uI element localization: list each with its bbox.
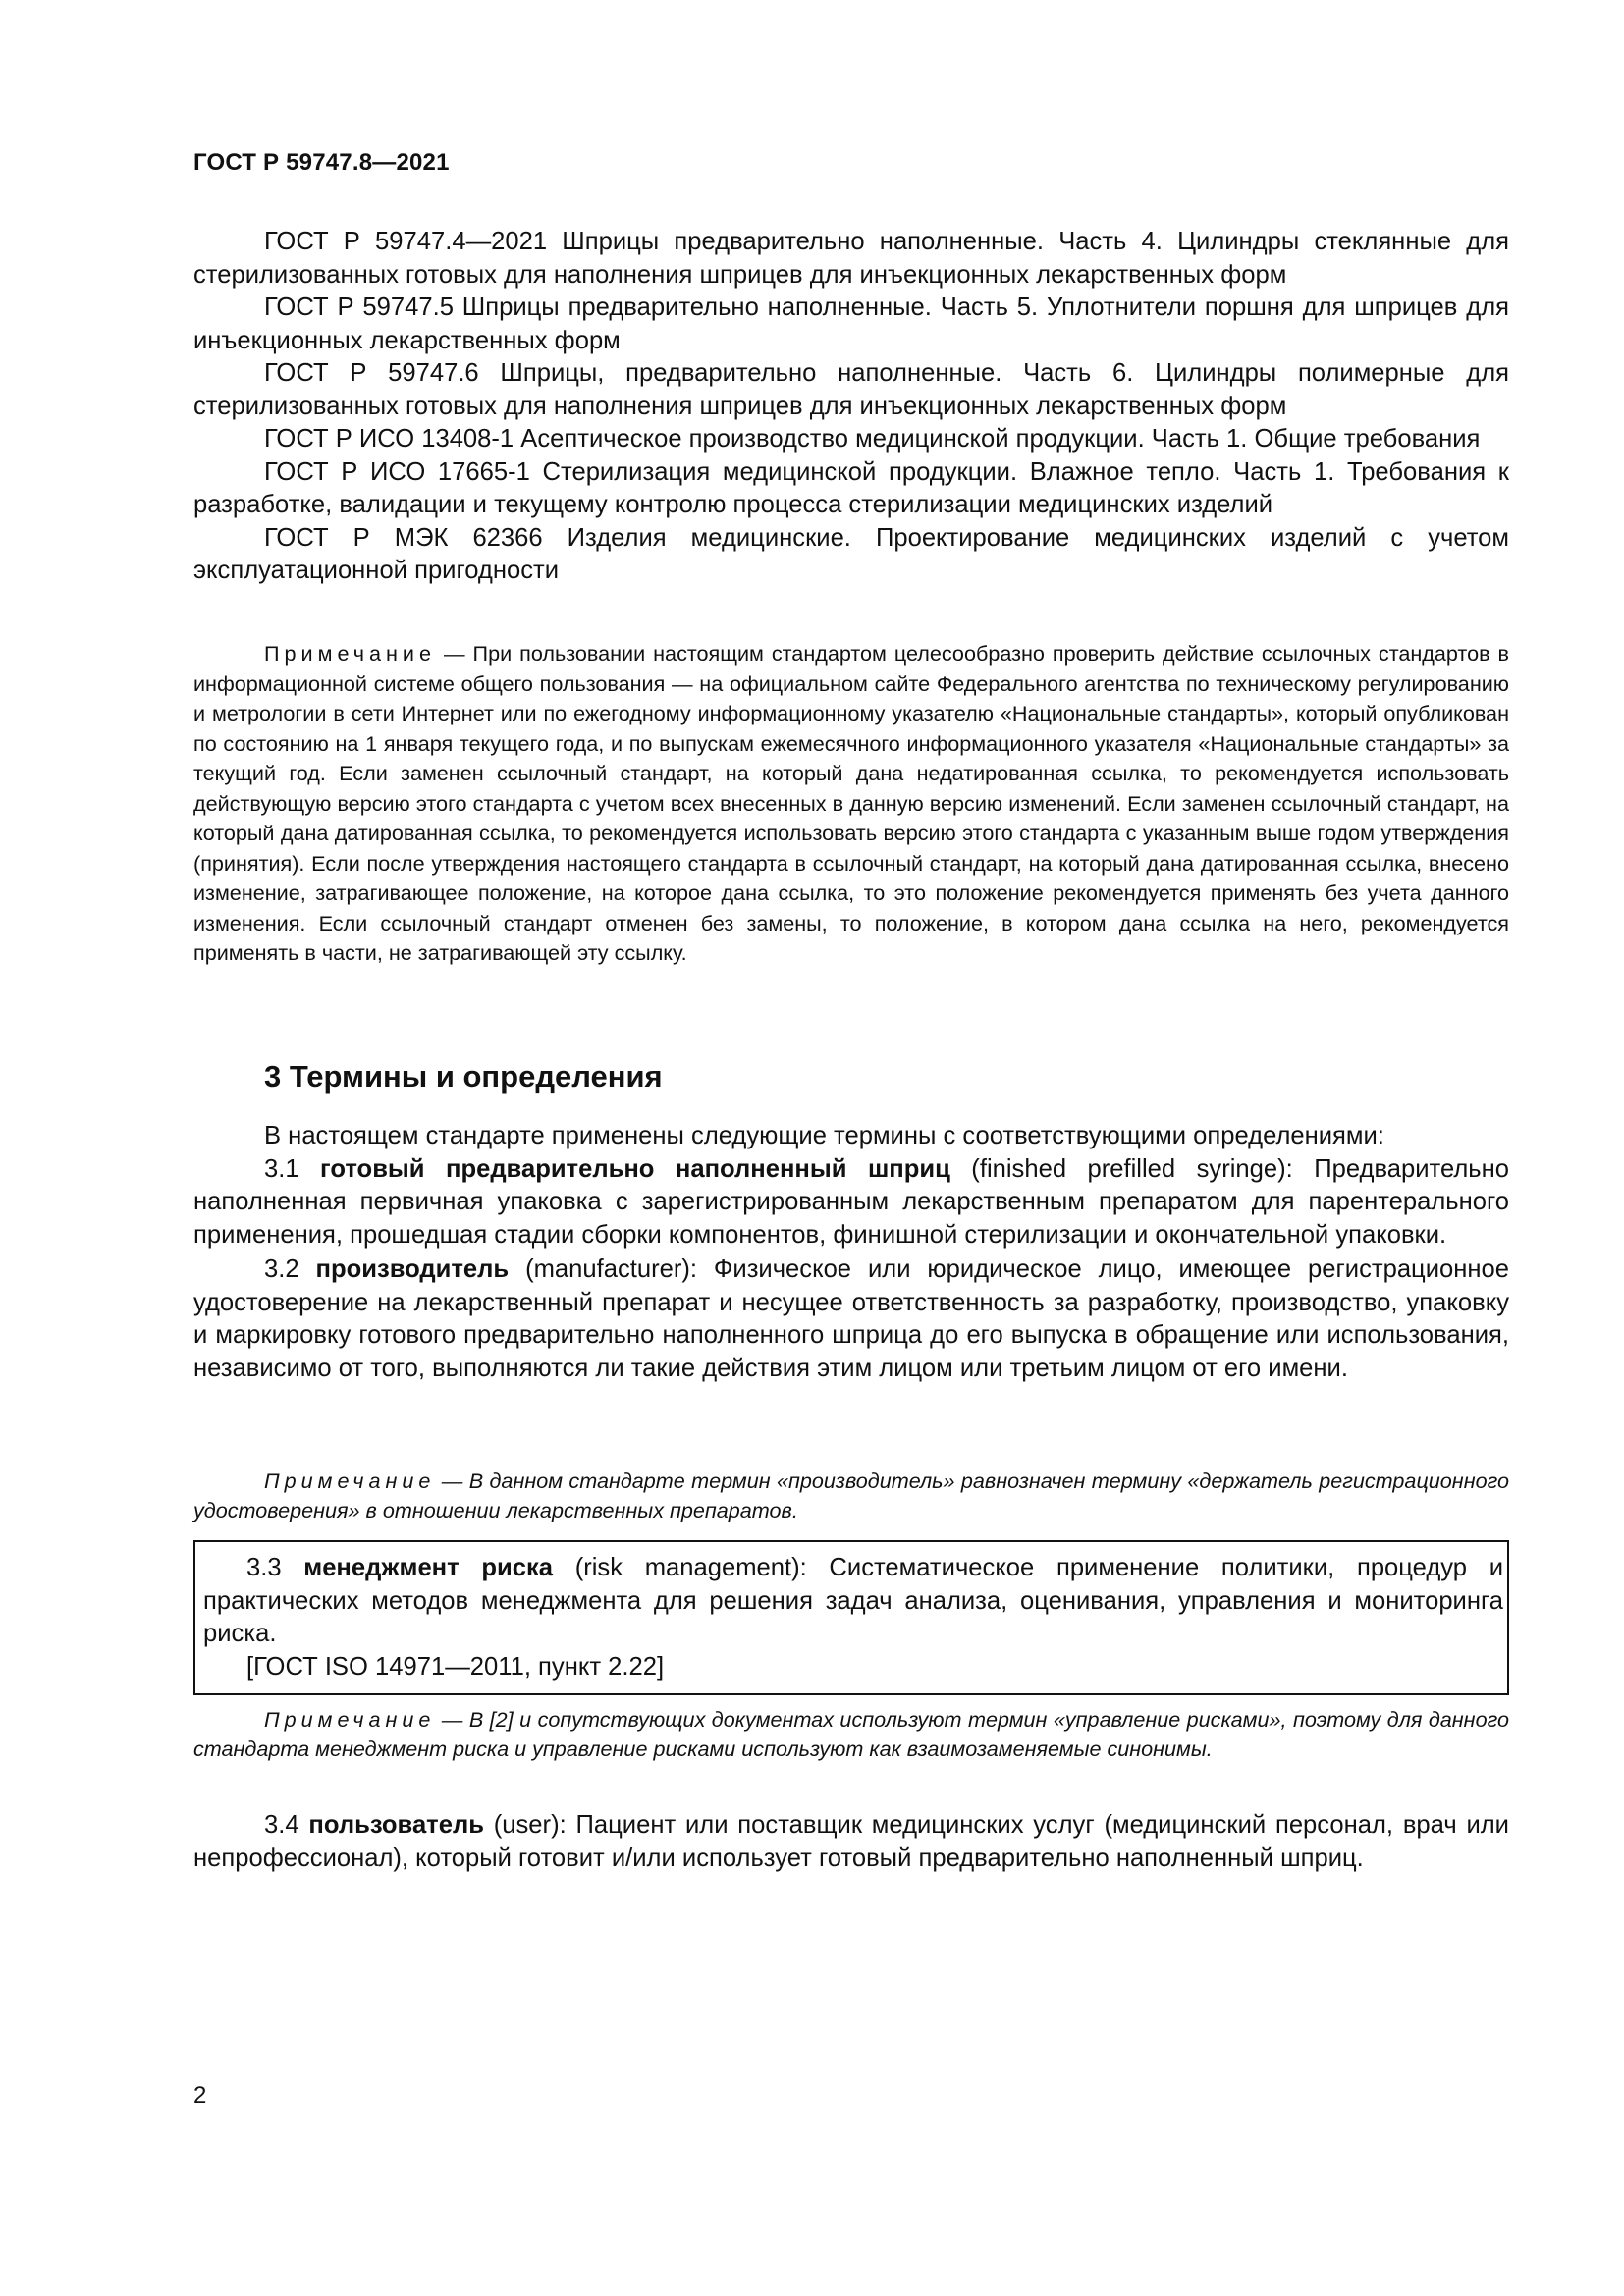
reference-item: ГОСТ Р МЭК 62366 Изделия медицинские. Проектирование медицинских изделий с учетом эксплуатационной пригодности (193, 523, 1509, 584)
references-list (193, 226, 1509, 588)
note-label: Примечание (264, 1707, 436, 1732)
term-name: менеджмент риска (303, 1554, 554, 1581)
page-number: 2 (193, 2082, 207, 2109)
document-header: ГОСТ Р 59747.8—2021 (193, 149, 450, 176)
term-3-2: 3.2 производитель (manufacturer): Физическое или юридическое лицо, имеющее регистрационное удостоверение на лекарственный препарат и несущее ответственность за разработку, производство, упаковку и маркировку готового предварительно наполненного шприца до его выпуска в обращение или использования, независимо от того, выполняются ли такие действия этим лицом или третьим лицом от его имени. (193, 1255, 1509, 1382)
section-heading (193, 1059, 1509, 1095)
term-name: готовый предварительно наполненный шприц (320, 1154, 950, 1183)
note-text: — В [2] и сопутствующих документах используют термин «управление рисками», поэтому для данного стандарта менеджмент риска и управление рисками используют как взаимозаменяемые синонимы. (193, 1707, 1509, 1761)
section-intro: В настоящем стандарте применены следующие термины с соответствующими определениями: (264, 1122, 1384, 1149)
note-label: Примечание (264, 641, 436, 666)
term-note (193, 1705, 1509, 1764)
terms-block-end (193, 1809, 1509, 1875)
terms-block (193, 1120, 1509, 1385)
reference-item: ГОСТ Р 59747.5 Шприцы предварительно наполненные. Часть 5. Уплотнители поршня для шприцев для инъекционных лекарственных форм (193, 294, 1509, 354)
term-3-4: 3.4 пользователь (user): Пациент или поставщик медицинских услуг (медицинский персонал, врач или непрофессионал), который готовит и/или использует готовый предварительно наполненный шприц. (193, 1811, 1509, 1872)
term-name: пользователь (308, 1811, 484, 1839)
reference-note (193, 639, 1509, 969)
reference-item: ГОСТ Р ИСО 13408-1 Асептическое производство медицинской продукции. Часть 1. Общие требования (264, 425, 1481, 453)
term-3-3: 3.3 менеджмент риска (risk management): Систематическое применение политики, процедур и практических методов менеджмента для решения задач анализа, оценивания, управления и мониторинга риска. (203, 1554, 1503, 1647)
term-name: производитель (315, 1255, 510, 1283)
term-source: [ГОСТ ISO 14971—2011, пункт 2.22] (246, 1652, 665, 1681)
note-text: — В данном стандарте термин «производитель» равнозначен термину «держатель регистрационного удостоверения» в отношении лекарственных препаратов. (193, 1468, 1509, 1522)
section-title: 3 Термины и определения (264, 1059, 663, 1094)
term-3-3-box (193, 1540, 1509, 1695)
term-note (193, 1467, 1509, 1525)
reference-item: ГОСТ Р ИСО 17665-1 Стерилизация медицинской продукции. Влажное тепло. Часть 1. Требования к разработке, валидации и текущему контролю процесса стерилизации медицинских изделий (193, 457, 1509, 518)
term-3-1: 3.1 готовый предварительно наполненный шприц (finished prefilled syringe): Предварительно наполненная первичная упаковка с зарегистрированным лекарственным препаратом для парентерального применения, прошедшая стадии сборки компонентов, финишной стерилизации и окончательной упаковки. (193, 1154, 1509, 1249)
note-label: Примечание (264, 1468, 436, 1493)
note-text: — При пользовании настоящим стандартом целесообразно проверить действие ссылочных стандартов в информационной системе общего пользования — на официальном сайте Федерального агентства по техническому регулированию и метрологии в сети Интернет или по ежегодному информационному указателю «Национальные стандарты», который опубликован по состоянию на 1 января текущего года, и по выпускам ежемесячного информационного указателя «Национальные стандарты» за текущий год. Если заменен ссылочный стандарт, на который дана недатированная ссылка, то рекомендуется использовать действующую версию этого стандарта с учетом всех внесенных в данную версию изменений. Если заменен ссылочный стандарт, на который дана датированная ссылка, то рекомендуется использовать версию этого стандарта с указанным выше годом утверждения (принятия). Если после утверждения настоящего стандарта в ссылочный стандарт, на который дана датированная ссылка, внесено изменение, затрагивающее положение, на которое дана ссылка, то это положение рекомендуется применять без учета данного изменения. Если ссылочный стандарт отменен без замены, то положение, в котором дана ссылка на него, рекомендуется применять в части, не затрагивающей эту ссылку. (193, 641, 1509, 965)
reference-item: ГОСТ Р 59747.6 Шприцы, предварительно наполненные. Часть 6. Цилиндры полимерные для стерилизованных готовых для наполнения шприцев для инъекционных лекарственных форм (193, 359, 1509, 420)
reference-item: ГОСТ Р 59747.4—2021 Шприцы предварительно наполненные. Часть 4. Цилиндры стеклянные для стерилизованных готовых для наполнения шприцев для инъекционных лекарственных форм (193, 228, 1509, 289)
